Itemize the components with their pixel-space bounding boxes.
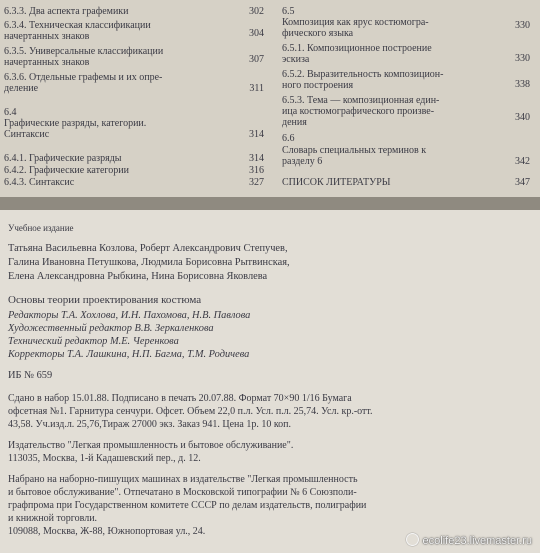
toc-entry-title: Композиция как ярус костюмогра- — [282, 17, 429, 28]
toc-entry-title: 6.4.3. Синтаксис — [4, 177, 75, 188]
typeset-line: и бытовое обслуживание". Отпечатано в Московской типографии № 6 Союзполи- — [8, 487, 357, 498]
toc-left-column — [0, 0, 270, 197]
toc-entry-title-cont: начертанных знаков — [4, 57, 90, 68]
watermark — [406, 533, 532, 547]
table-of-contents-section — [0, 0, 540, 197]
toc-entry-title: 6.3.6. Отдельные графемы и их опре- — [4, 72, 163, 83]
toc-section-number: 6.5 — [282, 6, 295, 17]
toc-entry-title: Графические разряды, категории. — [4, 118, 147, 129]
typeset-address: 109088, Москва, Ж-88, Южнопортовая ул., 24. — [8, 526, 206, 537]
toc-entry-title-cont: деление — [4, 83, 39, 94]
toc-page-number: 340 — [515, 112, 530, 123]
toc-section-number: 6.6 — [282, 133, 295, 144]
toc-entry-title-cont: разделу 6 — [282, 156, 323, 167]
toc-entry-title-cont: Синтаксис — [4, 129, 50, 140]
edition-type: Учебное издание — [8, 223, 74, 233]
toc-entry-title: 6.4.1. Графические разряды — [4, 153, 122, 164]
toc-entry-title: 6.5.1. Композиционное построение — [282, 43, 432, 54]
ib-number: ИБ № 659 — [8, 370, 53, 381]
toc-right-column — [270, 0, 540, 197]
watermark-logo-icon — [406, 533, 419, 546]
toc-entry-title: 6.5.2. Выразительность композицион- — [282, 69, 444, 80]
toc-page-number: 302 — [249, 6, 264, 17]
art-editor-line: Художественный редактор В.В. Зеркаленкова — [8, 323, 214, 334]
toc-entry-title-cont: ного построения — [282, 80, 354, 91]
toc-entry-title: Словарь специальных терминов к — [282, 145, 427, 156]
correctors-line: Корректоры Т.А. Лашкина, Н.П. Багма, Т.М. Родичева — [8, 349, 250, 360]
colophon-section — [0, 210, 540, 553]
editors-line: Редакторы Т.А. Хохлова, И.Н. Пахомова, Н.В. Павлова — [8, 310, 251, 321]
toc-page-number: 327 — [249, 177, 264, 188]
publisher-line: Издательство "Легкая промышленность и бытовое обслуживание". — [8, 440, 294, 451]
watermark-text: ecolife23.livemaster.ru — [422, 535, 532, 547]
authors-line: Елена Александровна Рыбкина, Нина Борисовна Яковлева — [8, 271, 268, 282]
toc-entry-title: 6.3.4. Техническая классификации — [4, 20, 151, 31]
toc-entry-title-cont: ица костюмографического произве- — [282, 106, 435, 117]
toc-entry-title-cont: дения — [282, 117, 307, 128]
toc-entry-title: СПИСОК ЛИТЕРАТУРЫ — [282, 177, 391, 188]
toc-page-number: 342 — [515, 156, 530, 167]
toc-page-number: 304 — [249, 28, 264, 39]
toc-page-number: 307 — [249, 54, 264, 65]
print-details-line: 43,58. Уч.изд.л. 25,76,Тираж 27000 экз. Заказ 941. Цена 1р. 10 коп. — [8, 419, 292, 430]
tech-editor-line: Технический редактор М.Е. Черенкова — [8, 336, 179, 347]
authors-line: Галина Ивановна Петушкова, Людмила Борисовна Рытвинская, — [8, 257, 290, 268]
toc-entry-title: 6.3.5. Универсальные классификации — [4, 46, 164, 57]
authors-line: Татьяна Васильевна Козлова, Роберт Александрович Степучев, — [8, 243, 288, 254]
toc-page-number: 316 — [249, 165, 264, 176]
print-details-line: офсетная №1. Гарнитура сенчури. Офсет. Объем 22,0 п.л. Усл. п.л. 25,74. Усл. кр.-отт. — [8, 406, 373, 417]
toc-entry-title-cont: эскиза — [282, 54, 310, 65]
toc-entry-title: 6.3.3. Два аспекта графемики — [4, 6, 129, 17]
print-details-line: Сдано в набор 15.01.88. Подписано в печать 20.07.88. Формат 70×90 1/16 Бумага — [8, 393, 352, 404]
book-title: Основы теории проектирования костюма — [8, 294, 202, 306]
toc-page-number: 347 — [515, 177, 530, 188]
toc-page-number: 314 — [249, 153, 264, 164]
toc-page-number: 330 — [515, 20, 530, 31]
page-divider — [0, 197, 540, 210]
toc-entry-title-cont: начертанных знаков — [4, 31, 90, 42]
typeset-line: графпрома при Государственном комитете СССР по делам издательств, полиграфии — [8, 500, 367, 511]
toc-section-number: 6.4 — [4, 107, 17, 118]
publisher-address: 113035, Москва, 1-й Кадашевский пер., д. 12. — [8, 453, 201, 464]
typeset-line: Набрано на наборно-пишущих машинах в издательстве "Легкая промышленность — [8, 474, 358, 485]
toc-page-number: 330 — [515, 53, 530, 64]
toc-page-number: 338 — [515, 79, 530, 90]
toc-entry-title-cont: фического языка — [282, 28, 354, 39]
toc-entry-title: 6.4.2. Графические категории — [4, 165, 129, 176]
toc-page-number: 314 — [249, 129, 264, 140]
toc-page-number: 311 — [249, 83, 264, 94]
typeset-line: и книжной торговли. — [8, 513, 98, 524]
toc-entry-title: 6.5.3. Тема — композиционная един- — [282, 95, 440, 106]
